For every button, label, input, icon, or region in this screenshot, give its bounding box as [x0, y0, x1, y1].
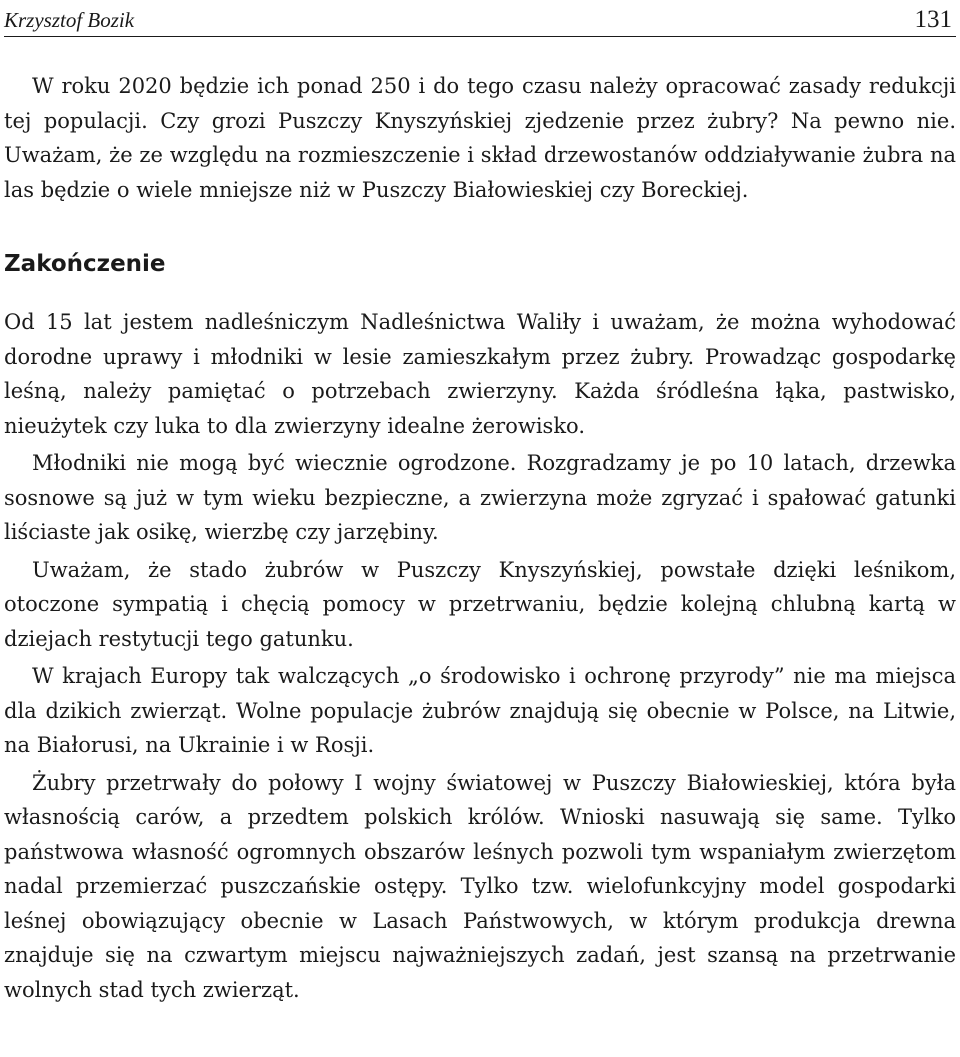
page-number: 131	[914, 6, 952, 33]
body-paragraph: Uważam, że stado żubrów w Puszczy Knyszyńskiej, powstałe dzięki leśnikom, otoczone sympatią i chęcią pomocy w przetrwaniu, będzie kolejną chlubną kartą w dziejach restytucji tego gatunku.	[4, 557, 956, 651]
author-name: Krzysztof Bozik	[4, 8, 135, 32]
body-paragraph: Od 15 lat jestem nadleśniczym Nadleśnictwa Waliły i uważam, że można wyhodować dorodne uprawy i młodniki w lesie zamieszkałym przez żubry. Prowadząc gospodarkę leśną, należy pamiętać o potrzebach zwierzyny. Każda śródleśna łąka, pastwisko, nieużytek czy luka to dla zwierzyny idealne żerowisko.	[4, 310, 956, 438]
body-paragraph: Młodniki nie mogą być wiecznie ogrodzone. Rozgradzamy je po 10 latach, drzewka sosnowe są już w tym wieku bezpieczne, a zwierzyna może zgryzać i spałować gatunki liściaste jak osikę, wierzbę czy jarzębiny.	[4, 451, 956, 544]
body-paragraph: W krajach Europy tak walczących „o środowisko i ochronę przyrody” nie ma miejsca dla dzikich zwierząt. Wolne populacje żubrów znajdują się obecnie w Polsce, na Litwie, na Białorusi, na Ukrainie i w Rosji.	[4, 664, 956, 757]
intro-paragraph: W roku 2020 będzie ich ponad 250 i do tego czasu należy opracować zasady redukcji tej populacji. Czy grozi Puszczy Knyszyńskiej zjedzenie przez żubry? Na pewno nie. Uważam, że ze względu na rozmieszczenie i skład drzewostanów oddziaływanie żubra na las będzie o wiele mniejsze niż w Puszczy Białowieskiej czy Boreckiej.	[4, 74, 956, 202]
section-title: Zakończenie	[4, 251, 166, 277]
section-body	[4, 305, 956, 1007]
running-header	[4, 0, 956, 37]
body-paragraph: Żubry przetrwały do połowy I wojny światowej w Puszczy Białowieskiej, która była własnością carów, a przedtem polskich królów. Wnioski nasuwają się same. Tylko państwowa własność ogromnych obszarów leśnych pozwoli tym wspaniałym zwierzętom nadal przemierzać puszczańskie ostępy. Tylko tzw. wielofunkcyjny model gospodarki leśnej obowiązujący obecnie w Lasach Państwowych, w którym produkcja drewna znajduje się na czwartym miejscu najważniejszych zadań, jest szansą na przetrwanie wolnych stad tych zwierząt.	[4, 770, 956, 1002]
